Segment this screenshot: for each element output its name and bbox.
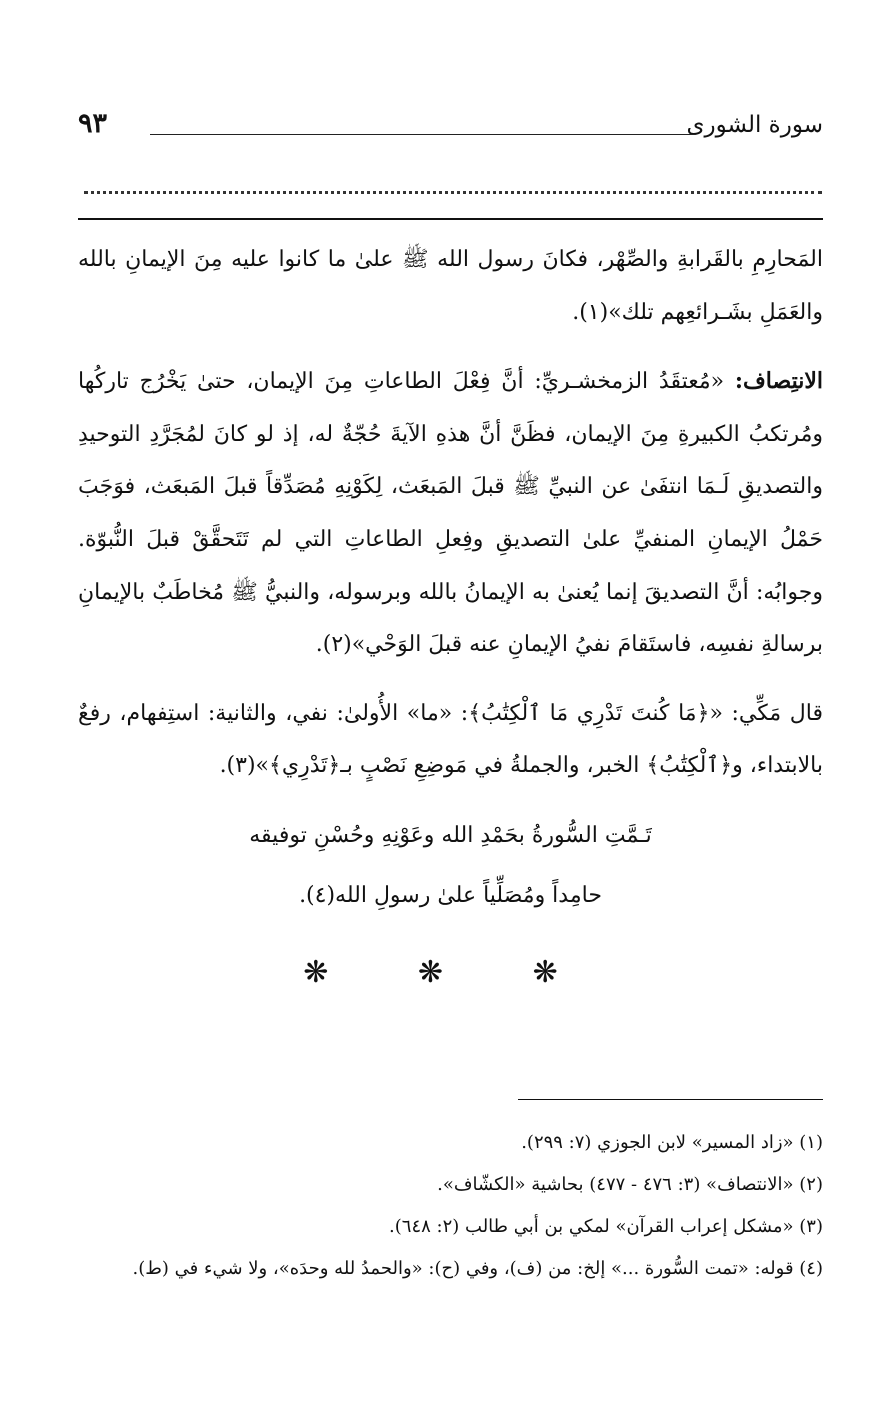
page-number: ٩٣ [78, 108, 108, 139]
page-header [78, 108, 823, 148]
header-rule [150, 134, 695, 135]
paragraph-2-lead: الانتِصاف: [734, 368, 823, 395]
footnote-4: (٤) قوله: «تمت السُّورة ...» إلخ: من (ف)، وفي (ح): «والحمدُ لله وحدَه»، ولا شيء في (ط). [132, 1258, 823, 1279]
footnote-1: (١) «زاد المسير» لابن الجوزي (٧: ٢٩٩). [521, 1132, 823, 1153]
top-rule [78, 218, 823, 220]
running-title: سورة الشورى [686, 112, 823, 138]
paragraph-3: قال مَكِّي: «﴿مَا كُنتَ تَدْرِي مَا ٱلْكِتَٰبُ﴾: «ما» الأُولىٰ: نفي، والثانية: استِفهام، رفعٌ بالابتداء، و﴿ٱلْكِتَٰبُ﴾ الخبر، والجملةُ في مَوضِعِ نَصْبٍ بـ﴿تَدْرِي﴾»(٣). [78, 700, 823, 779]
footnote-rule [518, 1099, 823, 1100]
footnote-2: (٢) «الانتصاف» (٣: ٤٧٦ - ٤٧٧) بحاشية «الكشّاف». [437, 1174, 823, 1195]
footnote-3: (٣) «مشكل إعراب القرآن» لمكي بن أبي طالب (٢: ٦٤٨). [389, 1216, 823, 1237]
ornament-stars: ❋ ❋ ❋ [303, 955, 598, 990]
dotted-separator [84, 191, 822, 194]
closing-line-1: تَـمَّتِ السُّورةُ بحَمْدِ الله وعَوْنِهِ وحُسْنِ توفيقه [249, 823, 652, 848]
paragraph-2-body: «مُعتقَدُ الزمخشـريِّ: أنَّ فِعْلَ الطاعاتِ مِنَ الإيمان، حتىٰ يَخْرُج تاركُها ومُرتكبُ الكبيرةِ مِنَ الإيمان، فظَنَّ أنَّ هذهِ الآيةَ حُجّةٌ له، إذ لو كانَ لمُجَرَّدِ التوحيدِ والتصديقِ لَـمَا انتفَىٰ عن النبيِّ ﷺ قبلَ المَبعَث، لِكَوْنِهِ مُصَدِّقاً قبلَ المَبعَث، فوَجَبَ حَمْلُ الإيمانِ المنفيِّ علىٰ التصديقِ وفِعلِ الطاعاتِ التي لم تَتَحقَّقْ قبلَ النُّبوّة. وجوابُه: أنَّ التصديقَ إنما يُعنىٰ به الإيمانُ بالله وبرسوله، والنبيُّ ﷺ مُخاطَبٌ بالإيمانِ برسالةِ نفسِه، فاستَقامَ نفيُ الإيمانِ عنه قبلَ الوَحْي»(٢). [78, 369, 823, 658]
closing-line-2: حامِداً ومُصَلِّياً علىٰ رسولِ الله(٤). [299, 883, 602, 908]
footnotes [78, 1122, 823, 1290]
paragraph-1: المَحارِمِ بالقَرابةِ والصِّهْر، فكانَ رسول الله ﷺ علىٰ ما كانوا عليه مِنَ الإيمانِ بالله والعَمَلِ بشَـرائعِهم تلك»(١). [78, 247, 823, 325]
closing-formula [78, 806, 823, 926]
paragraph-2 [78, 355, 823, 672]
main-text [78, 234, 823, 793]
